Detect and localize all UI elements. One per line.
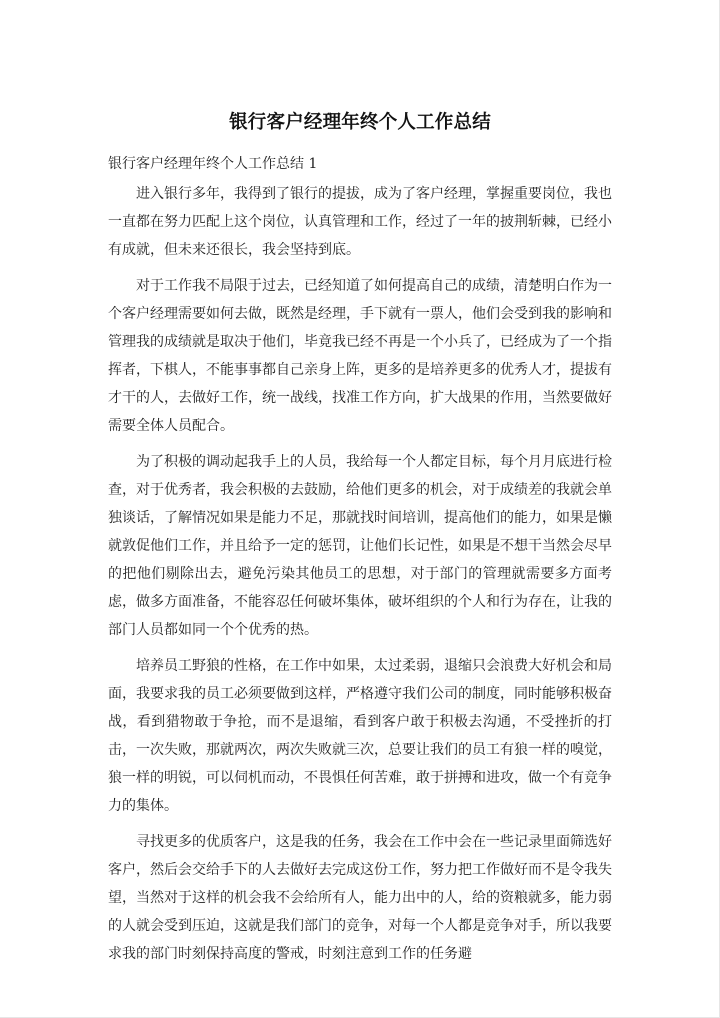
section-heading: 银行客户经理年终个人工作总结 1 <box>108 156 318 172</box>
paragraph: 进入银行多年，我得到了银行的提拔，成为了客户经理，掌握重要岗位，我也一直都在努力匹配上这个岗位，认真管理和工作，经过了一年的披荆斩棘，已经小有成就，但未来还很长，我会坚持到底。 <box>108 186 612 258</box>
paragraph: 培养员工野狼的性格，在工作中如果，太过柔弱，退缩只会浪费大好机会和局面，我要求我的员工必须要做到这样，严格遵守我们公司的制度，同时能够积极奋战，看到猎物敢于争抢，而不是退缩，看到客户敢于积极去沟通，不受挫折的打击，一次失败，那就两次，两次失败就三次，总要让我们的员工有狼一样的嗅觉，狼一样的明锐，可以伺机而动，不畏惧任何苦难，敢于拼搏和进攻，做一个有竞争力的集体。 <box>108 658 612 814</box>
document-title: 银行客户经理年终个人工作总结 <box>229 112 491 133</box>
document-body <box>108 108 612 976</box>
paragraph: 为了积极的调动起我手上的人员，我给每一个人都定目标，每个月月底进行检查，对于优秀者，我会积极的去鼓励，给他们更多的机会，对于成绩差的我就会单独谈话，了解情况如果是能力不足，那就找时间培训，提高他们的能力，如果是懒就敦促他们工作，并且给予一定的惩罚，让他们长记性，如果是不想干当然会尽早的把他们剔除出去，避免污染其他员工的思想，对于部门的管理就需要多方面考虑，做多方面准备，不能容忍任何破坏集体，破坏组织的个人和行为存在，让我的部门人员都如同一个个优秀的热。 <box>108 454 612 638</box>
paragraph: 对于工作我不局限于过去，已经知道了如何提高自己的成绩，清楚明白作为一个客户经理需要如何去做，既然是经理，手下就有一票人，他们会受到我的影响和管理我的成绩就是取决于他们，毕竟我已经不再是一个小兵了，已经成为了一个指挥者，下棋人，不能事事都自己亲身上阵，更多的是培养更多的优秀人才，提拔有才干的人，去做好工作，统一战线，找准工作方向，扩大战果的作用，当然要做好需要全体人员配合。 <box>108 278 612 434</box>
paragraph: 寻找更多的优质客户，这是我的任务，我会在工作中会在一些记录里面筛选好客户，然后会交给手下的人去做好去完成这份工作，努力把工作做好而不是令我失望，当然对于这样的机会我不会给所有人，能力出中的人，给的资粮就多，能力弱的人就会受到压迫，这就是我们部门的竞争，对每一个人都是竞争对手，所以我要求我的部门时刻保持高度的警戒，时刻注意到工作的任务避 <box>108 834 612 962</box>
